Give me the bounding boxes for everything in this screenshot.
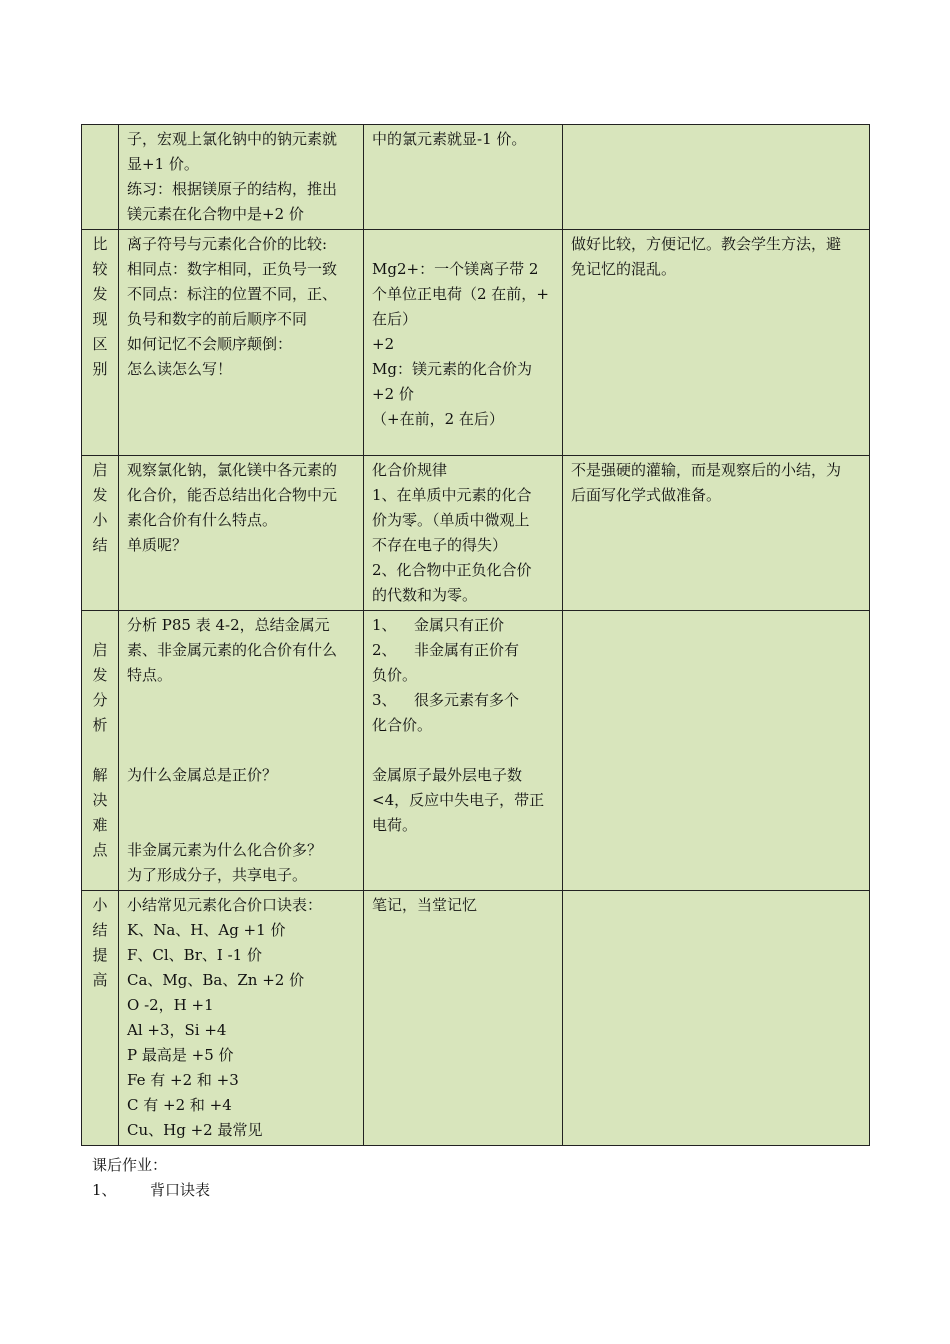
text-line: 后面写化学式做准备。 (571, 486, 722, 504)
design-intent-cell (563, 125, 870, 230)
label-char: 现 (92, 310, 108, 328)
text-line: K、Na、H、Ag +1 价 (127, 921, 286, 939)
list-item (372, 688, 554, 713)
student-activity-cell (364, 611, 563, 891)
text-line: 不同点：标注的位置不同，正、 (127, 285, 338, 303)
spacer (127, 813, 355, 838)
label-char: 分 (92, 691, 108, 709)
stage-label-cell (82, 125, 119, 230)
text-line: O -2，H +1 (127, 996, 214, 1014)
text-line: 在后） (372, 310, 418, 328)
text-line: 相同点：数字相同，正负号一致 (127, 260, 338, 278)
table-row (82, 611, 870, 891)
spacer (127, 788, 355, 813)
text-line: 为什么金属总是正价？ (127, 766, 278, 784)
table-row (82, 125, 870, 230)
list-text: 金属只有正价 (414, 616, 505, 634)
student-activity-cell (364, 891, 563, 1146)
label-char: 小 (92, 896, 108, 914)
spacer (127, 738, 355, 763)
teacher-activity-cell (119, 891, 364, 1146)
design-intent-cell (563, 611, 870, 891)
text-line: 电荷。 (372, 816, 418, 834)
teacher-activity-cell (119, 125, 364, 230)
label-char: 比 (92, 235, 108, 253)
text-line: 价为零。（单质中微观上 (372, 511, 530, 529)
list-text: 背口诀表 (150, 1181, 211, 1199)
student-activity-cell (364, 125, 563, 230)
list-text: 非金属有正价有 (414, 641, 520, 659)
label-char: 结 (92, 921, 108, 939)
text-line: 负价。 (372, 666, 418, 684)
label-char: 发 (92, 666, 108, 684)
spacer (372, 232, 554, 257)
text-line: 镁元素在化合物中是+2 价 (127, 205, 304, 223)
text-line: 笔记，当堂记忆 (372, 896, 478, 914)
list-item (372, 613, 554, 638)
text-line: （+在前，2 在后） (372, 410, 504, 428)
label-char: 结 (92, 536, 108, 554)
table-row (82, 891, 870, 1146)
text-line: 化合价规律 (372, 461, 448, 479)
stage-label-cell (82, 611, 119, 891)
stage-label-cell (82, 891, 119, 1146)
text-line: 个单位正电荷（2 在前，+ (372, 285, 549, 303)
text-line: 观察氯化钠，氯化镁中各元素的 (127, 461, 338, 479)
text-line: 离子符号与元素化合价的比较: (127, 235, 328, 253)
text-line: 金属原子最外层电子数 (372, 766, 523, 784)
text-line: Fe 有 +2 和 +3 (127, 1071, 239, 1089)
label-char: 点 (92, 841, 108, 859)
list-text: 很多元素有多个 (414, 691, 520, 709)
text-line: 怎么读怎么写！ (127, 360, 233, 378)
list-number: 1、 (92, 1181, 117, 1199)
spacer (127, 713, 355, 738)
text-line: F、Cl、Br、I -1 价 (127, 946, 262, 964)
homework-item (92, 1178, 210, 1203)
text-line: 素、非金属元素的化合价有什么 (127, 641, 338, 659)
stage-label-cell (82, 456, 119, 611)
text-line: Ca、Mg、Ba、Zn +2 价 (127, 971, 305, 989)
label-char: 解 (92, 766, 108, 784)
label-char: 较 (92, 260, 108, 278)
list-number: 3、 (372, 691, 397, 709)
lesson-plan-table (81, 124, 870, 1146)
text-line: 1、在单质中元素的化合 (372, 486, 532, 504)
spacer (82, 738, 118, 763)
teacher-activity-cell (119, 456, 364, 611)
text-line: 分析 P85 表 4-2，总结金属元 (127, 616, 330, 634)
text-line: 做好比较，方便记忆。教会学生方法，避 (571, 235, 842, 253)
text-line: +2 价 (372, 385, 414, 403)
label-char: 小 (92, 511, 108, 529)
text-line: 中的氯元素就显-1 价。 (372, 130, 527, 148)
label-char: 高 (92, 971, 108, 989)
text-line: <4，反应中失电子，带正 (372, 791, 545, 809)
text-line: 的代数和为零。 (372, 586, 478, 604)
text-line: 非金属元素为什么化合价多？ (127, 841, 323, 859)
stage-label-cell (82, 230, 119, 456)
label-char: 决 (92, 791, 108, 809)
text-line: 子，宏观上氯化钠中的钠元素就 (127, 130, 338, 148)
text-line: 化合价，能否总结出化合物中元 (127, 486, 338, 504)
text-line: 显+1 价。 (127, 155, 199, 173)
spacer (127, 688, 355, 713)
text-line: C 有 +2 和 +4 (127, 1096, 232, 1114)
text-line: P 最高是 +5 价 (127, 1046, 234, 1064)
text-line: 负号和数字的前后顺序不同 (127, 310, 308, 328)
text-line: 化合价。 (372, 716, 433, 734)
label-char: 提 (92, 946, 108, 964)
label-char: 难 (92, 816, 108, 834)
text-line: 小结常见元素化合价口诀表： (127, 896, 323, 914)
spacer (82, 613, 118, 638)
text-line: +2 (372, 335, 395, 353)
label-char: 区 (92, 335, 108, 353)
label-char: 析 (92, 716, 108, 734)
text-line: 素化合价有什么特点。 (127, 511, 278, 529)
list-number: 1、 (372, 616, 397, 634)
list-number: 2、 (372, 641, 397, 659)
text-line: Mg2+：一个镁离子带 2 (372, 260, 539, 278)
text-line: 2、化合物中正负化合价 (372, 561, 532, 579)
text-line: 单质呢？ (127, 536, 188, 554)
text-line: 不存在电子的得失） (372, 536, 508, 554)
student-activity-cell (364, 456, 563, 611)
design-intent-cell (563, 230, 870, 456)
text-line: 特点。 (127, 666, 173, 684)
text-line: 练习：根据镁原子的结构，推出 (127, 180, 338, 198)
spacer (372, 738, 554, 763)
label-char: 启 (92, 641, 108, 659)
text-line: 为了形成分子，共享电子。 (127, 866, 308, 884)
text-line: Al +3，Si +4 (127, 1021, 227, 1039)
student-activity-cell (364, 230, 563, 456)
label-char: 发 (92, 486, 108, 504)
label-char: 别 (92, 360, 108, 378)
table-row (82, 456, 870, 611)
text-line: 不是强硬的灌输，而是观察后的小结，为 (571, 461, 842, 479)
homework-section (92, 1153, 210, 1203)
list-item (372, 638, 554, 663)
homework-title: 课后作业： (92, 1156, 168, 1174)
text-line: Mg：镁元素的化合价为 (372, 360, 532, 378)
label-char: 启 (92, 461, 108, 479)
table-row (82, 230, 870, 456)
text-line: 如何记忆不会顺序颠倒： (127, 335, 293, 353)
text-line: Cu、Hg +2 最常见 (127, 1121, 263, 1139)
design-intent-cell (563, 456, 870, 611)
design-intent-cell (563, 891, 870, 1146)
teacher-activity-cell (119, 230, 364, 456)
text-line: 免记忆的混乱。 (571, 260, 677, 278)
label-char: 发 (92, 285, 108, 303)
teacher-activity-cell (119, 611, 364, 891)
